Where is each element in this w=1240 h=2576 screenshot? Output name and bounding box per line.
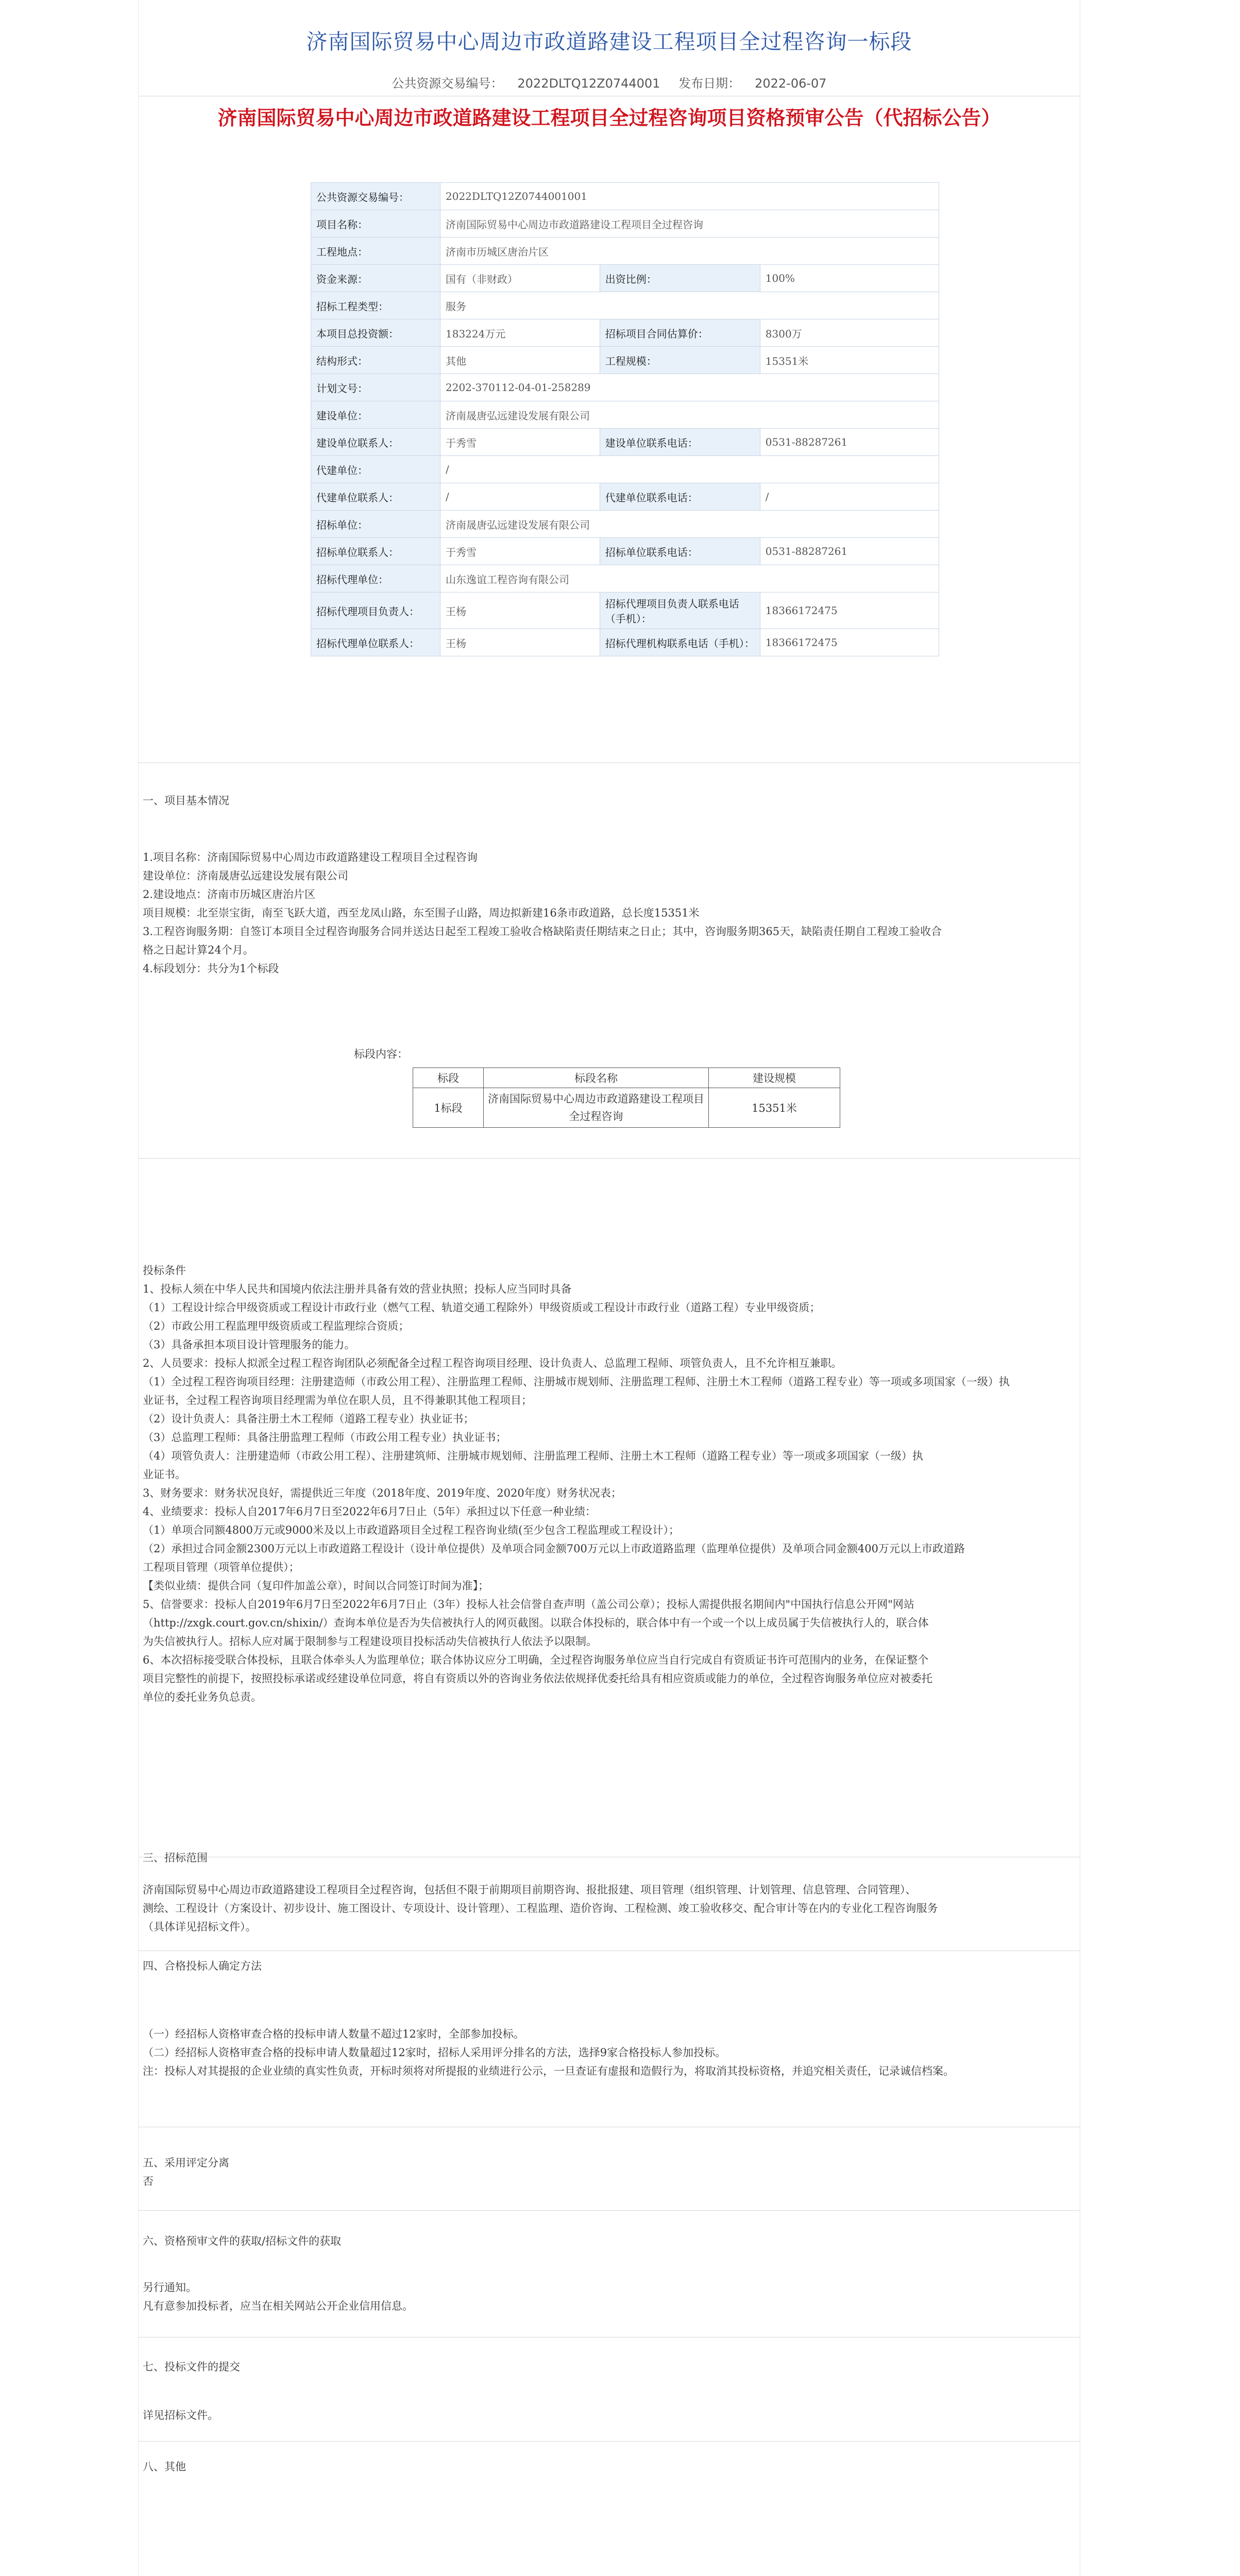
project-info-table	[311, 182, 939, 656]
section-8-heading: 八、其他	[143, 2461, 186, 2473]
table-value-cell: 15351米	[760, 347, 939, 374]
table-row	[311, 319, 939, 347]
table-value-cell: 国有（非财政）	[440, 265, 600, 292]
text-line: （具体详见招标文件）。	[143, 1921, 257, 1933]
table-value-cell: 2022DLTQ12Z0744001001	[440, 183, 939, 210]
table-label-cell: 项目名称：	[311, 210, 440, 238]
text-line: 注：投标人对其提报的企业业绩的真实性负责，开标时须将对所提报的业绩进行公示，一旦查证有虚报和造假行为，将取消其投标资格，并追究相关责任，记录诚信档案。	[143, 2065, 954, 2077]
table-value-cell: 服务	[440, 292, 939, 319]
table-value-cell: 18366172475	[760, 592, 939, 629]
table-label-cell: 建设单位：	[311, 401, 440, 429]
text-line: 2、人员要求：投标人拟派全过程工程咨询团队必须配备全过程工程咨询项目经理、设计负责人、总监理工程师、项管负责人，且不允许相互兼职。	[143, 1357, 842, 1369]
section-4-heading: 四、合格投标人确定方法	[143, 1960, 262, 1972]
table-label-cell: 结构形式：	[311, 347, 440, 374]
text-line: 格之日起计算24个月。	[143, 944, 254, 956]
table-row	[311, 629, 939, 656]
table-value-cell: /	[440, 456, 939, 483]
table-value-cell: 183224万元	[440, 319, 600, 347]
text-line: 项目完整性的前提下，按照投标承诺或经建设单位同意，将自有资质以外的咨询业务依法依规择优委托给具有相应资质或能力的单位，全过程咨询服务单位应对被委托	[143, 1672, 932, 1685]
table-label-cell: 资金来源：	[311, 265, 440, 292]
text-line: 4、业绩要求：投标人自2017年6月7日至2022年6月7日止（5年）承担过以下任意一种业绩：	[143, 1505, 597, 1518]
table-header-cell: 标段	[413, 1068, 484, 1088]
text-line: 6、本次招标接受联合体投标，且联合体牵头人为监理单位；联合体协议应分工明确，全过程咨询服务单位应当自行完成自有资质证书许可范围内的业务，在保证整个	[143, 1654, 929, 1666]
document-page	[138, 0, 1080, 2576]
table-row	[413, 1088, 840, 1128]
text-line: 3、财务要求：财务状况良好，需提供近三年度（2018年度、2019年度、2020年度）财务状况表；	[143, 1487, 622, 1499]
table-value-cell: 山东逸谊工程咨询有限公司	[440, 565, 939, 592]
table-label-cell: 招标单位：	[311, 511, 440, 538]
divider	[139, 1158, 1080, 1159]
table-row	[311, 483, 939, 511]
table-header-cell: 建设规模	[709, 1068, 840, 1088]
section-7-heading: 七、投标文件的提交	[143, 2361, 240, 2373]
table-value-cell: 8300万	[760, 319, 939, 347]
table-header-cell: 标段名称	[484, 1068, 709, 1088]
text-line: 测绘、工程设计（方案设计、初步设计、施工图设计、专项设计、设计管理）、工程监理、造价咨询、工程检测、竣工验收移交、配合审计等在内的专业化工程咨询服务	[143, 1902, 938, 1914]
table-row	[311, 592, 939, 629]
table-row	[311, 292, 939, 319]
table-label-cell: 出资比例：	[600, 265, 760, 292]
table-row	[311, 183, 939, 210]
table-value-cell: /	[760, 483, 939, 511]
table-value-cell: 于秀雪	[440, 429, 600, 456]
table-value-cell: 王杨	[440, 629, 600, 656]
text-line: 建设单位：济南晟唐弘远建设发展有限公司	[143, 870, 348, 882]
table-label-cell: 本项目总投资额：	[311, 319, 440, 347]
section-4-body	[143, 2025, 1078, 2080]
table-label-cell: 招标代理单位联系人：	[311, 629, 440, 656]
table-label-cell: 代建单位：	[311, 456, 440, 483]
divider	[139, 2210, 1080, 2211]
text-line: 2.建设地点：济南市历城区唐治片区	[143, 888, 316, 901]
table-label-cell: 计划文号：	[311, 374, 440, 401]
publish-date: 发布日期： 2022-06-07	[678, 76, 827, 91]
table-row	[311, 538, 939, 565]
text-line: （1）工程设计综合甲级资质或工程设计市政行业（燃气工程、轨道交通工程除外）甲级资质或工程设计市政行业（道路工程）专业甲级资质；	[143, 1301, 821, 1314]
table-header-row	[413, 1068, 840, 1088]
text-line: 1.项目名称：济南国际贸易中心周边市政道路建设工程项目全过程咨询	[143, 851, 478, 863]
table-label-cell: 建设单位联系电话：	[600, 429, 760, 456]
text-line: 3.工程咨询服务期：自签订本项目全过程咨询服务合同并送达日起至工程竣工验收合格缺陷责任期结束之日止；其中，咨询服务期365天，缺陷责任期自工程竣工验收合	[143, 925, 942, 938]
text-line: 业证书。	[143, 1468, 186, 1481]
section-6-body	[143, 2278, 1078, 2315]
text-line: （二）经招标人资格审查合格的投标申请人数量超过12家时，招标人采用评分排名的方法，选择9家合格投标人参加投标。	[143, 2046, 726, 2059]
table-value-cell: 0531-88287261	[760, 538, 939, 565]
text-line: 5、信誉要求：投标人自2019年6月7日至2022年6月7日止（3年）投标人社会信誉自查声明（盖公司公章）；投标人需提供报名期间内"中国执行信息公开网"网站	[143, 1598, 914, 1611]
section-6-heading: 六、资格预审文件的获取/招标文件的获取	[143, 2235, 342, 2247]
section-3-heading: 三、招标范围	[143, 1852, 208, 1864]
bid-caption: 标段内容：	[354, 1048, 408, 1060]
table-value-cell: 济南市历城区唐治片区	[440, 238, 939, 265]
page-title: 济南国际贸易中心周边市政道路建设工程项目全过程咨询一标段	[306, 29, 912, 54]
section-5-heading: 五、采用评定分离 否	[143, 2154, 1078, 2191]
table-label-cell: 招标工程类型：	[311, 292, 440, 319]
table-label-cell: 招标单位联系电话：	[600, 538, 760, 565]
table-label-cell: 工程规模：	[600, 347, 760, 374]
table-label-cell: 招标代理项目负责人联系电话（手机）：	[600, 592, 760, 629]
table-value-cell: /	[440, 483, 600, 511]
table-label-cell: 建设单位联系人：	[311, 429, 440, 456]
trade-no: 公共资源交易编号： 2022DLTQ12Z0744001	[392, 76, 660, 91]
table-value-cell: 2202-370112-04-01-258289	[440, 374, 939, 401]
text-line: （一）经招标人资格审查合格的投标申请人数量不超过12家时，全部参加投标。	[143, 2028, 524, 2040]
table-value-cell: 于秀雪	[440, 538, 600, 565]
table-value-cell: 济南晟唐弘远建设发展有限公司	[440, 511, 939, 538]
table-value-cell: 100%	[760, 265, 939, 292]
text-line: 4.标段划分：共分为1个标段	[143, 962, 279, 975]
table-cell: 1标段	[413, 1088, 484, 1128]
text-line: 凡有意参加投标者，应当在相关网站公开企业信用信息。	[143, 2300, 413, 2312]
text-line: 项目规模：北至崇宝街，南至飞跃大道，西至龙凤山路，东至围子山路，周边拟新建16条市政道路，总长度15351米	[143, 907, 700, 919]
divider	[139, 762, 1080, 763]
text-line: （1）单项合同额4800万元或9000米及以上市政道路项目全过程工程咨询业绩(至少包含工程监理或工程设计）；	[143, 1524, 680, 1536]
text-line: 业证书，全过程工程咨询项目经理需为单位在职人员，且不得兼职其他工程项目；	[143, 1394, 532, 1406]
text-line: 投标条件	[143, 1264, 186, 1277]
table-row	[311, 511, 939, 538]
table-row	[311, 265, 939, 292]
section-3-body	[143, 1880, 1078, 1936]
table-row	[311, 374, 939, 401]
text-line: 单位的委托业务负总责。	[143, 1691, 262, 1703]
text-line: （2）设计负责人：具备注册土木工程师（道路工程专业）执业证书；	[143, 1413, 474, 1425]
text-line: （3）具备承担本项目设计管理服务的能力。	[143, 1338, 355, 1351]
table-row	[311, 347, 939, 374]
table-row	[311, 401, 939, 429]
text-line: 为失信被执行人。招标人应对属于限制参与工程建设项目投标活动失信被执行人依法予以限制。	[143, 1635, 597, 1648]
notice-meta	[139, 73, 1080, 91]
section-2-body	[143, 1261, 1078, 1706]
text-line: 另行通知。	[143, 2281, 197, 2294]
table-cell: 15351米	[709, 1088, 840, 1128]
table-value-cell: 济南晟唐弘远建设发展有限公司	[440, 401, 939, 429]
table-value-cell: 王杨	[440, 592, 600, 629]
section-1-body	[143, 848, 1078, 978]
table-value-cell: 济南国际贸易中心周边市政道路建设工程项目全过程咨询	[440, 210, 939, 238]
table-label-cell: 代建单位联系人：	[311, 483, 440, 511]
table-label-cell: 工程地点：	[311, 238, 440, 265]
table-row	[311, 565, 939, 592]
table-label-cell: 招标代理单位：	[311, 565, 440, 592]
text-line: （2）市政公用工程监理甲级资质或工程监理综合资质；	[143, 1320, 410, 1332]
text-line: 1、投标人须在中华人民共和国境内依法注册并具备有效的营业执照；投标人应当同时具备	[143, 1283, 572, 1295]
table-label-cell: 代建单位联系电话：	[600, 483, 760, 511]
section-7-body: 详见招标文件。	[143, 2409, 218, 2421]
text-line: 工程项目管理（项管单位提供）；	[143, 1561, 300, 1573]
table-row	[311, 238, 939, 265]
divider	[139, 2441, 1080, 2442]
bid-section-table	[413, 1067, 840, 1128]
text-line: （2）承担过合同金额2300万元以上市政道路工程设计（设计单位提供）及单项合同金额700万元以上市政道路监理（监理单位提供）及单项合同金额400万元以上市政道路	[143, 1543, 965, 1555]
table-row	[311, 210, 939, 238]
table-value-cell: 18366172475	[760, 629, 939, 656]
text-line: （http://zxgk.court.gov.cn/shixin/）查询本单位是否为失信被执行人的网页截图。以联合体投标的，联合体中有一个或一个以上成员属于失信被执行人的，联合体	[143, 1617, 929, 1629]
table-value-cell: 0531-88287261	[760, 429, 939, 456]
table-cell: 济南国际贸易中心周边市政道路建设工程项目全过程咨询	[484, 1088, 709, 1128]
table-label-cell: 招标代理机构联系电话（手机）：	[600, 629, 760, 656]
text-line: （4）项管负责人：注册建造师（市政公用工程）、注册建筑师、注册城市规划师、注册监理工程师、注册土木工程师（道路工程专业）等一项或多项国家（一级）执	[143, 1450, 923, 1462]
text-line: 【类似业绩：提供合同（复印件加盖公章），时间以合同签订时间为准】；	[143, 1580, 489, 1592]
text-line: 济南国际贸易中心周边市政道路建设工程项目全过程咨询，包括但不限于前期项目前期咨询、报批报建、项目管理（组织管理、计划管理、信息管理、合同管理）、	[143, 1884, 916, 1896]
notice-title: 济南国际贸易中心周边市政道路建设工程项目全过程咨询项目资格预审公告（代招标公告）	[217, 106, 1001, 129]
section-1-heading: 一、项目基本情况	[143, 794, 229, 807]
table-row	[311, 456, 939, 483]
table-label-cell: 招标单位联系人：	[311, 538, 440, 565]
table-label-cell: 招标项目合同估算价：	[600, 319, 760, 347]
table-label-cell: 公共资源交易编号：	[311, 183, 440, 210]
text-line: （1）全过程工程咨询项目经理：注册建造师（市政公用工程）、注册监理工程师、注册城市规划师、注册监理工程师、注册土木工程师（道路工程专业）等一项或多项国家（一级）执	[143, 1376, 1010, 1388]
table-row	[311, 429, 939, 456]
text-line: （3）总监理工程师：具备注册监理工程师（市政公用工程专业）执业证书；	[143, 1431, 507, 1444]
table-value-cell: 其他	[440, 347, 600, 374]
table-label-cell: 招标代理项目负责人：	[311, 592, 440, 629]
section-5-value: 否	[143, 2175, 154, 2188]
